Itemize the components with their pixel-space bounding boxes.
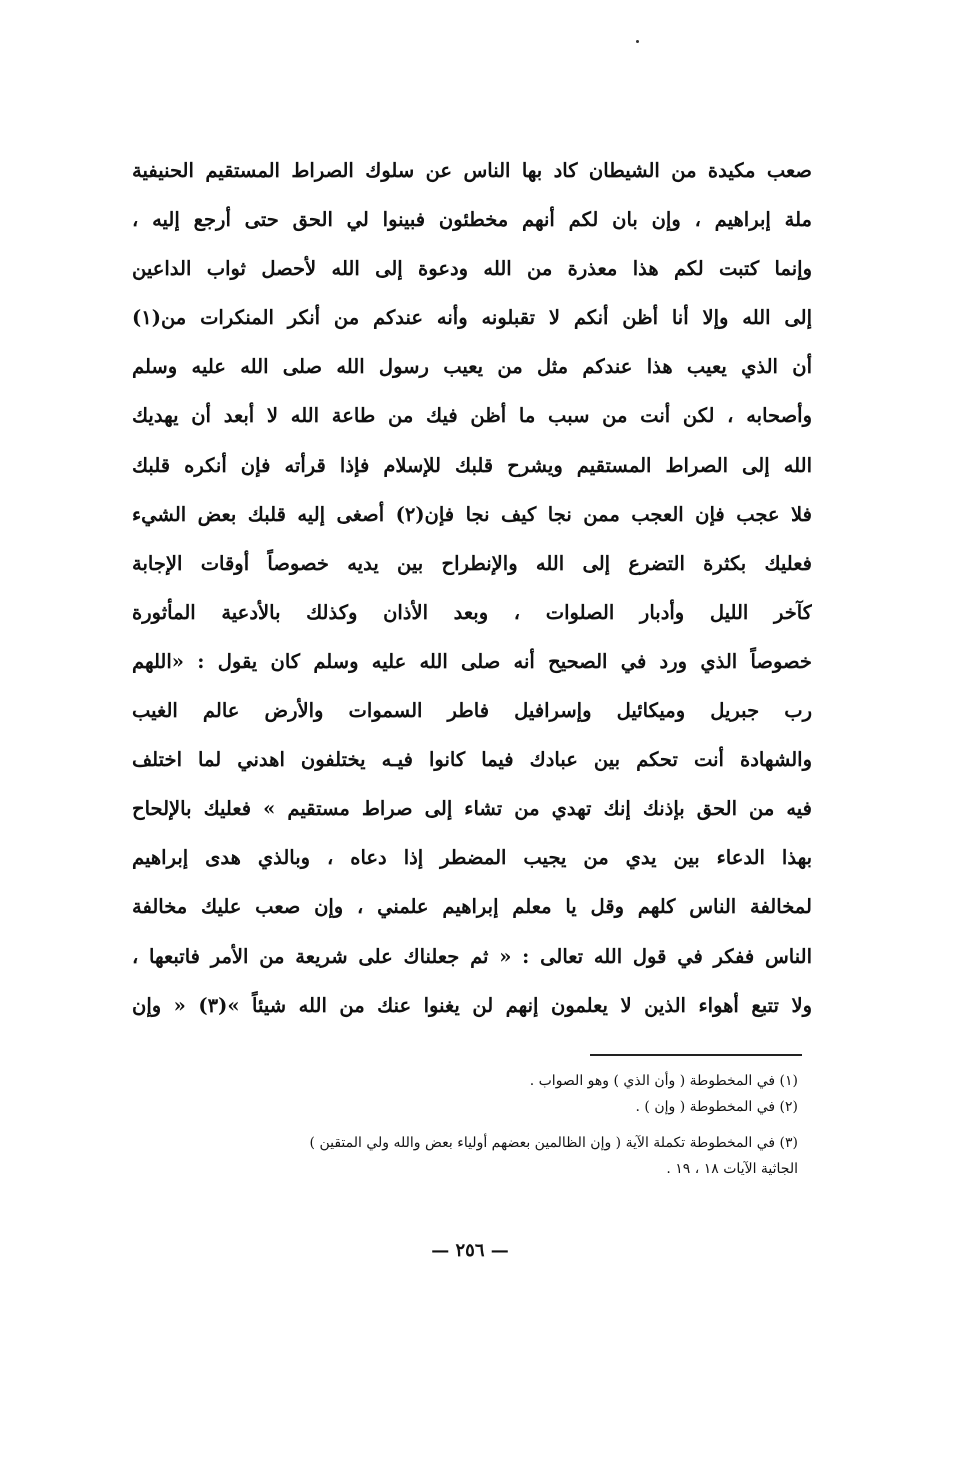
page-number: — ٢٥٦ — [431, 1240, 509, 1261]
footnote-divider [590, 1054, 802, 1056]
body-text [132, 146, 812, 1030]
footnote-1: (١) في المخطوطة ( وأن الذي ) وهو الصواب . [529, 1073, 798, 1089]
text-line: والشهادة أنت تحكم بين عبادك فيما كانوا فيـه يختلفون اهدني لما اختلف [132, 748, 812, 772]
print-speck [636, 40, 639, 43]
text-line: الناس ففكر في قول الله تعالى : « ثم جعلناك على شريعة من الأمر فاتبعها ، [132, 944, 812, 968]
text-line: ملة إبراهيم ، وإن بان لكم أنهم مخطئون فبينوا لي الحق حتى أرجع إليه ، [132, 208, 812, 232]
text-line: وأصحابه ، لكن أنت من سبب ما أظن فيك من طاعة الله لا أبعد أن يهديك [132, 404, 812, 428]
text-line: كآخر الليل وأدبار الصلوات ، وبعد الأذان وكذلك بالأدعية المأثورة [132, 600, 812, 624]
text-line: رب جبريل وميكائيل وإسرافيل فاطر السموات والأرض عالم الغيب [132, 699, 812, 723]
text-line: فعليك بكثرة التضرع إلى الله والإنطراح بين يديه خصوصاً أوقات الإجابة [132, 551, 812, 575]
text-line: وإنما كتبت لكم هذا معذرة من الله ودعوة إلى الله لأحصل ثواب الداعين [132, 257, 812, 281]
footnote-3-continuation: الجاثية الآيات ١٨ ، ١٩ . [666, 1161, 798, 1177]
footnotes [132, 1068, 798, 1182]
footnote-3: (٣) في المخطوطة تكملة الآية ( وإن الظالمين بعضهم أولياء بعض والله ولي المتقين ) [309, 1135, 798, 1151]
text-line: بهذا الدعاء بين يدي من يجيب المضطر إذا دعاه ، وبالذي هدى إبراهيم [132, 846, 812, 870]
text-line: لمخالفة الناس كلهم وقل يا معلم إبراهيم علمني ، وإن صعب عليك مخالفة [132, 895, 812, 919]
text-line: فيه من الحق بإذنك إنك تهدي من تشاء إلى صراط مستقيم » فعليك بالإلحاح [132, 797, 812, 821]
text-line: أن الذي يعيب هذا عندكم مثل من يعيب رسول الله صلى الله عليه وسلم [132, 355, 812, 379]
text-line: صعب مكيدة من الشيطان كاد بها الناس عن سلوك الصراط المستقيم الحنيفية [132, 159, 812, 182]
text-line: خصوصاً الذي ورد في الصحيح أنه صلى الله عليه وسلم كان يقول : «اللهم [132, 649, 812, 673]
text-line: فلا عجب فإن العجب ممن نجا كيف نجا فإن(٢) أصغى إليه قلبك بعض الشيء [132, 502, 812, 526]
text-line: الله إلى الصراط المستقيم ويشرح قلبك للإسلام فإذا قرأته فإن أنكره قلبك [132, 453, 812, 477]
text-line: إلى الله وإلا أنا أظن أنكم لا تقبلونه وأنه عندكم من أنكر المنكرات من(١) [132, 306, 812, 330]
text-line: ولا تتبع أهواء الذين لا يعلمون إنهم لن يغنوا عنك من الله شيئاً »(٣) « وإن [132, 993, 812, 1017]
footnote-2: (٢) في المخطوطة ( وإن ) . [635, 1099, 798, 1115]
